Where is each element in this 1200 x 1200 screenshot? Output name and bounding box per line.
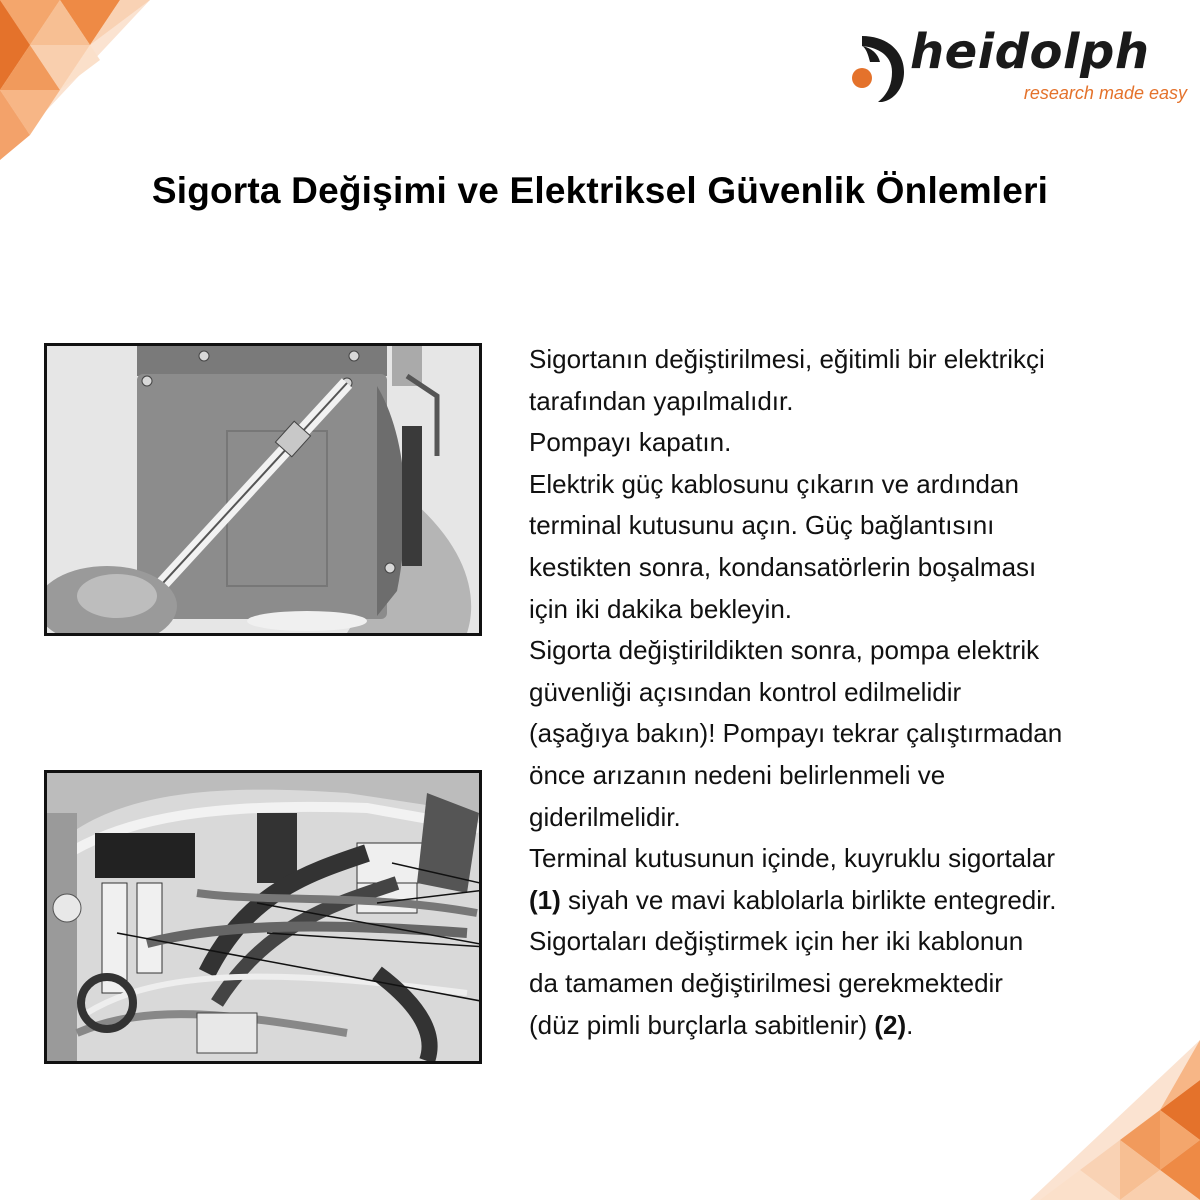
text-line: Sigortanın değiştirilmesi, eğitimli bir elektrikçi	[529, 344, 1045, 374]
text-line: Sigorta değiştirildikten sonra, pompa elektrik	[529, 635, 1040, 666]
text-line: da tamamen değiştirilmesi gerekmektedir	[529, 967, 1003, 998]
text-line: kestikten sonra, kondansatörlerin boşalması	[529, 551, 1037, 582]
text-segment: siyah ve mavi kablolarla birlikte entegredir.	[560, 884, 1057, 915]
corner-triangle-pattern-top-left	[0, 0, 150, 160]
brand-tagline: research made easy	[1023, 83, 1187, 103]
brand-logo	[848, 24, 1193, 108]
text-line: güvenliği açısından kontrol edilmelidir	[529, 676, 962, 707]
page-title: Sigorta Değişimi ve Elektriksel Güvenlik Önlemleri	[151, 170, 1049, 211]
text-line: önce arızanın nedeni belirlenmeli ve	[529, 759, 946, 790]
instructions-text	[529, 339, 1169, 1046]
brand-name: heidolph	[910, 24, 1150, 80]
text-segment: .	[906, 1009, 914, 1040]
text-line	[529, 1005, 1169, 1047]
text-line: tarafından yapılmalıdır.	[529, 385, 794, 416]
heidolph-logo-mark-icon	[848, 32, 908, 104]
text-line: giderilmelidir.	[529, 801, 681, 832]
terminal-box-screwdriver-photo	[44, 343, 482, 636]
corner-triangle-pattern-bottom-right	[1030, 1040, 1200, 1200]
text-segment: (düz pimli burçlarla sabitlenir)	[529, 1009, 875, 1040]
text-line: Pompayı kapatın.	[529, 427, 732, 458]
text-line: (aşağıya bakın)! Pompayı tekrar çalıştırmadan	[529, 718, 1063, 749]
text-line: Terminal kutusunun içinde, kuyruklu sigortalar	[529, 843, 1056, 874]
text-line: Sigortaları değiştirmek için her iki kablonun	[529, 926, 1024, 957]
terminal-box-fuses-cables-photo	[44, 770, 482, 1064]
reference-1: (1)	[529, 884, 561, 915]
reference-2: (2)	[874, 1009, 907, 1040]
text-line	[529, 880, 1169, 922]
text-line: terminal kutusunu açın. Güç bağlantısını	[529, 510, 995, 541]
text-line: için iki dakika bekleyin.	[529, 593, 793, 624]
text-line: Elektrik güç kablosunu çıkarın ve ardından	[529, 468, 1019, 499]
